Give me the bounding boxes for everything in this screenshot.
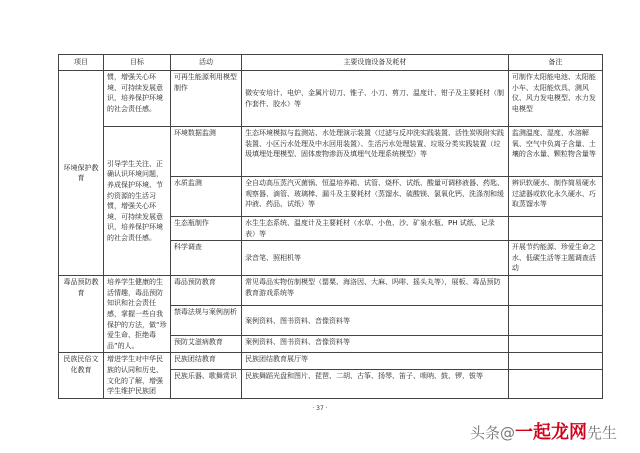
note-cell: 可制作太阳能电池、太阳能小车、太阳能炊具、测风仪、风力发电模型、水力发电模型 — [508, 71, 602, 127]
activity-cell: 民族乐器、歌舞赏识 — [170, 370, 241, 399]
equipment-cell: 录音笔、照相机等 — [242, 241, 509, 276]
equipment-cell: 微安安培计、电炉、金属片切刀、锥子、小刀、剪刀、温度计、钳子及主要耗材（制作套件、胶水）等 — [242, 71, 509, 127]
note-cell — [508, 336, 602, 353]
equipment-cell: 生态环境模拟与监测站、水处理演示装置（过滤与反冲洗实践装置、活性炭吸附实践装置、小区污水处理及中水回用装置）、生活污水处理装置、垃圾分类实践装置（垃圾填埋处理模型、固体废物渗沥及填埋气处理系统模型）等 — [242, 127, 509, 177]
watermark-suffix: 先生 — [587, 424, 618, 442]
activity-cell: 水质监测 — [170, 177, 241, 217]
table-row — [59, 353, 603, 370]
activity-cell: 科学调查 — [170, 241, 241, 276]
watermark-brand: 一起龙网 — [515, 422, 588, 443]
activity-cell: 民族团结教育 — [170, 353, 241, 370]
table-row — [59, 127, 603, 177]
table-row — [59, 276, 603, 306]
note-cell: 开展节约能源、珍爱生命之水、低碳生活等主题调查活动 — [508, 241, 602, 276]
header-project: 项目 — [59, 55, 104, 71]
header-activity: 活动 — [170, 55, 241, 71]
note-cell: 监测温度、湿度、水溶解氧、空气中负离子含量、土壤的含水量、颗粒物含量等 — [508, 127, 602, 177]
activity-cell: 毒品预防教育 — [170, 276, 241, 306]
table-row — [59, 71, 603, 127]
watermark-prefix: 头条 — [470, 424, 501, 442]
header-equipment: 主要设施设备及耗材 — [242, 55, 509, 71]
equipment-cell: 常见毒品实物仿制模型（罂粟、海洛因、大麻、吗啡、摇头丸等），展板、毒品预防教育游戏系统等 — [242, 276, 509, 306]
equipment-cell: 案例资料、图书资料、音像资料等 — [242, 336, 509, 353]
equipment-cell: 民族团结教育展厅等 — [242, 353, 509, 370]
goal-drug: 培养学生健康的生活情趣，毒品预防知识和社会责任感，掌握一些自我保护的方法，做“珍爱生命、拒绝毒品”的人。 — [103, 276, 170, 353]
table-header-row — [59, 55, 603, 71]
activity-cell: 生态瓶制作 — [170, 217, 241, 241]
project-ethnic: 民族民俗文化教育 — [59, 353, 104, 398]
activity-cell: 禁毒法规与案例剖析 — [170, 306, 241, 336]
goal-env-top: 惯，增强关心环境、可持续发展意识，培养保护环境的社会责任感。 — [103, 71, 170, 127]
header-notes: 备注 — [508, 55, 602, 71]
activity-cell: 预防艾滋病教育 — [170, 336, 241, 353]
watermark — [470, 418, 617, 444]
equipment-cell: 全自动高压蒸汽灭菌锅、恒温培养箱、试管、烧杯、试纸、酸量可调移液器、药匙、观察器、滴管、玻璃棒、漏斗及主要耗材（蒸馏水、硫酸镁、氯氧化钙、洗涤剂和缓冲液、药品、试纸）等 — [242, 177, 509, 217]
watermark-at: @ — [500, 424, 516, 442]
project-drug: 毒品预防教育 — [59, 276, 104, 353]
note-cell — [508, 353, 602, 370]
activity-cell: 环境数据监测 — [170, 127, 241, 177]
goal-ethnic: 增进学生对中华民族的认同和历史、文化的了解，增强学生维护民族团 — [103, 353, 170, 398]
note-cell — [508, 217, 602, 241]
goal-env-main: 引导学生关注、正确认识环境问题，养成保护环境、节约资源的生活习惯，增强关心环境、可持续发展意识，培养保护环境的社会责任感。 — [103, 127, 170, 276]
note-cell: 辨识软硬水、制作简易硬水过滤器或软化永久硬水、巧取蒸馏水等 — [508, 177, 602, 217]
equipment-table — [58, 54, 603, 399]
project-env: 环境保护教育 — [59, 71, 104, 276]
equipment-cell: 案例资料、图书资料、音像资料等 — [242, 306, 509, 336]
activity-cell: 可再生能源利用模型制作 — [170, 71, 241, 127]
note-cell — [508, 370, 602, 399]
page-number: · 37 · — [312, 405, 328, 412]
header-goal: 目标 — [103, 55, 170, 71]
equipment-cell: 水生生态系统、温度计及主要耗材（水草、小鱼、沙、矿泉水瓶、PH 试纸、记录表）等 — [242, 217, 509, 241]
equipment-cell: 民族舞蹈光盘和图片、琵琶、二胡、古筝、扬琴、笛子、唢呐、鼓、锣、钹等 — [242, 370, 509, 399]
note-cell — [508, 276, 602, 306]
note-cell — [508, 306, 602, 336]
